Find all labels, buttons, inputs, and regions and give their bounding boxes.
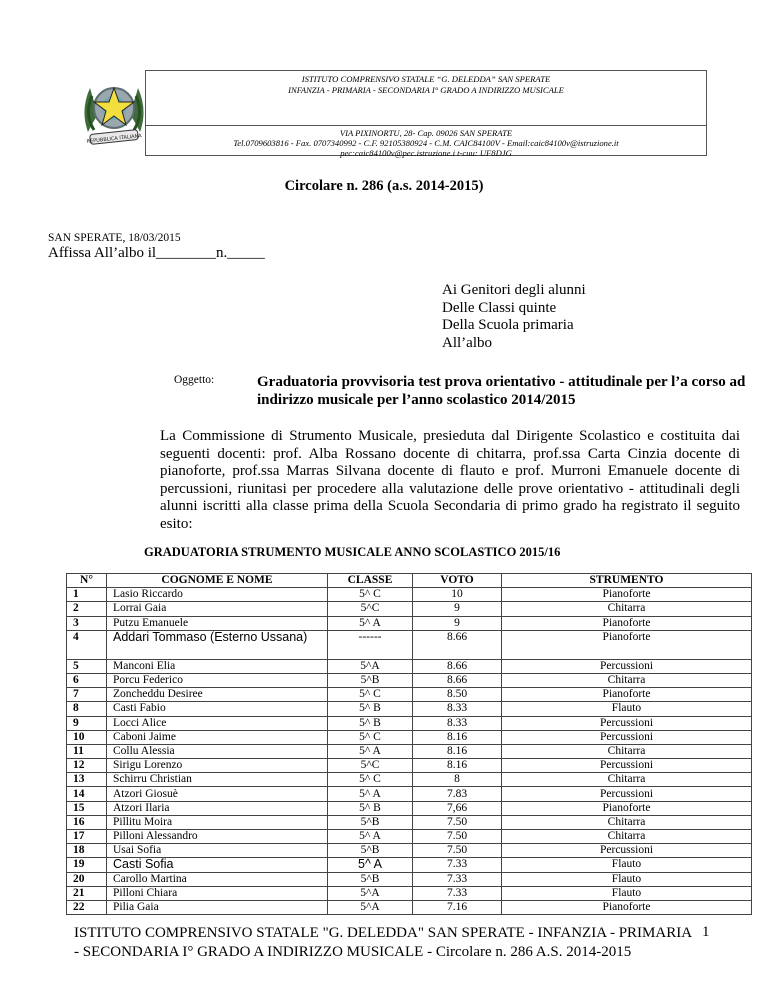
header-score: VOTO [413, 574, 502, 588]
table-row [67, 688, 752, 702]
cell-score: 8.50 [413, 688, 502, 702]
cell-name: Atzori Giosuè [107, 787, 328, 801]
recipients-block [442, 282, 586, 352]
cell-score: 7.83 [413, 787, 502, 801]
cell-score: 8.33 [413, 716, 502, 730]
cell-score: 8 [413, 773, 502, 787]
table-row [67, 616, 752, 630]
cell-class: 5^ A [328, 787, 413, 801]
cell-number: 14 [67, 787, 107, 801]
recipient-line: Ai Genitori degli alunni [442, 282, 586, 298]
header-number: N° [67, 574, 107, 588]
cell-class: 5^ A [328, 744, 413, 758]
cell-name: Schirru Christian [107, 773, 328, 787]
cell-name: Lasio Riccardo [107, 588, 328, 602]
cell-number: 12 [67, 759, 107, 773]
cell-instrument: Flauto [502, 702, 752, 716]
recipient-line: Della Scuola primaria [442, 317, 574, 333]
cell-name: Locci Alice [107, 716, 328, 730]
cell-instrument: Pianoforte [502, 801, 752, 815]
italian-republic-emblem-icon [78, 74, 150, 152]
cell-name: Manconi Elia [107, 659, 328, 673]
cell-name: Sirigu Lorenzo [107, 759, 328, 773]
cell-number: 15 [67, 801, 107, 815]
cell-name: Carollo Martina [107, 872, 328, 886]
cell-number: 20 [67, 872, 107, 886]
cell-number: 8 [67, 702, 107, 716]
cell-number: 6 [67, 673, 107, 687]
cell-score: 7,66 [413, 801, 502, 815]
header-instrument: STRUMENTO [502, 574, 752, 588]
cell-number: 5 [67, 659, 107, 673]
cell-instrument: Chitarra [502, 830, 752, 844]
cell-name: Pilloni Alessandro [107, 830, 328, 844]
cell-instrument: Chitarra [502, 744, 752, 758]
table-row [67, 787, 752, 801]
cell-instrument: Percussioni [502, 659, 752, 673]
header-class: CLASSE [328, 574, 413, 588]
cell-instrument: Chitarra [502, 602, 752, 616]
cell-class: 5^ B [328, 716, 413, 730]
cell-name: Zoncheddu Desiree [107, 688, 328, 702]
cell-number: 13 [67, 773, 107, 787]
table-row [67, 773, 752, 787]
cell-instrument: Pianoforte [502, 688, 752, 702]
cell-instrument: Flauto [502, 858, 752, 872]
cell-number: 11 [67, 744, 107, 758]
cell-number: 1 [67, 588, 107, 602]
cell-instrument: Chitarra [502, 815, 752, 829]
school-name: ISTITUTO COMPRENSIVO STATALE “G. DELEDDA” SAN SPERATE [301, 74, 551, 84]
cell-class: 5^B [328, 815, 413, 829]
circolare-title: Circolare n. 286 (a.s. 2014-2015) [284, 178, 484, 194]
cell-name: Pilia Gaia [107, 900, 328, 914]
cell-instrument: Percussioni [502, 787, 752, 801]
cell-instrument: Flauto [502, 872, 752, 886]
cell-name: Casti Sofia [107, 858, 328, 872]
cell-score: 8.16 [413, 730, 502, 744]
cell-name: Addari Tommaso (Esterno Ussana) [107, 630, 328, 659]
cell-instrument: Pianoforte [502, 588, 752, 602]
table-row [67, 588, 752, 602]
cell-class: 5^ C [328, 730, 413, 744]
oggetto-text: Graduatoria provvisoria test prova orientativo - attitudinale per l’a corso ad indirizzo musicale per l’anno scolastico 2014/2015 [257, 374, 746, 408]
table-row [67, 630, 752, 659]
cell-class: 5^A [328, 900, 413, 914]
oggetto-label: Oggetto: [174, 374, 215, 386]
table-row [67, 659, 752, 673]
cell-number: 17 [67, 830, 107, 844]
cell-instrument: Percussioni [502, 759, 752, 773]
cell-number: 19 [67, 858, 107, 872]
cell-instrument: Chitarra [502, 673, 752, 687]
cell-instrument: Flauto [502, 886, 752, 900]
cell-score: 9 [413, 616, 502, 630]
table-row [67, 744, 752, 758]
cell-name: Collu Alessia [107, 744, 328, 758]
cell-number: 21 [67, 886, 107, 900]
svg-text:REPUBBLICA ITALIANA: REPUBBLICA ITALIANA [86, 133, 143, 145]
school-letterhead [145, 70, 707, 156]
cell-class: 5^ C [328, 688, 413, 702]
cell-score: 7.33 [413, 886, 502, 900]
table-row [67, 702, 752, 716]
page-footer: ISTITUTO COMPRENSIVO STATALE "G. DELEDDA" SAN SPERATE - INFANZIA - PRIMARIA - SECONDARIA I° GRADO A INDIRIZZO MUSICALE - Circolare n. 286 A.S. 2014-2015 [74, 925, 692, 960]
ranking-table [66, 573, 752, 915]
cell-instrument: Pianoforte [502, 630, 752, 659]
cell-name: Caboni Jaime [107, 730, 328, 744]
cell-score: 7.33 [413, 872, 502, 886]
school-pec: pec:caic84100v@pec.istruzione.i t-cuu: UF8DJG [340, 148, 512, 158]
cell-score: 7.50 [413, 830, 502, 844]
cell-number: 9 [67, 716, 107, 730]
cell-class: 5^B [328, 872, 413, 886]
cell-class: 5^C [328, 759, 413, 773]
letterhead-bottom [146, 128, 706, 158]
table-row [67, 801, 752, 815]
cell-score: 8.66 [413, 673, 502, 687]
cell-score: 8.66 [413, 630, 502, 659]
table-row [67, 872, 752, 886]
cell-number: 16 [67, 815, 107, 829]
cell-instrument: Percussioni [502, 844, 752, 858]
cell-name: Putzu Emanuele [107, 616, 328, 630]
cell-score: 8.33 [413, 702, 502, 716]
cell-class: 5^ A [328, 830, 413, 844]
cell-class: 5^B [328, 844, 413, 858]
cell-score: 7.50 [413, 815, 502, 829]
cell-name: Lorrai Gaia [107, 602, 328, 616]
cell-number: 4 [67, 630, 107, 659]
cell-score: 8.66 [413, 659, 502, 673]
cell-score: 7.50 [413, 844, 502, 858]
cell-score: 7.33 [413, 858, 502, 872]
cell-class: 5^ C [328, 773, 413, 787]
cell-instrument: Percussioni [502, 716, 752, 730]
school-address: VIA PIXINORTU, 28- Cap. 09026 SAN SPERATE [339, 128, 513, 138]
cell-number: 10 [67, 730, 107, 744]
cell-score: 7.16 [413, 900, 502, 914]
cell-class: 5^ A [328, 858, 413, 872]
table-row [67, 730, 752, 744]
cell-class: ------ [328, 630, 413, 659]
affissa-line: Affissa All’albo il________n._____ [48, 245, 265, 261]
cell-instrument: Percussioni [502, 730, 752, 744]
table-row [67, 858, 752, 872]
cell-number: 2 [67, 602, 107, 616]
table-row [67, 716, 752, 730]
recipient-line: Delle Classi quinte [442, 299, 557, 316]
cell-number: 3 [67, 616, 107, 630]
letterhead-top [146, 71, 706, 126]
cell-name: Atzori Ilaria [107, 801, 328, 815]
date-line: SAN SPERATE, 18/03/2015 [48, 232, 181, 244]
school-levels: INFANZIA - PRIMARIA - SECONDARIA I° GRADO A INDIRIZZO MUSICALE [288, 85, 564, 95]
cell-class: 5^ B [328, 801, 413, 815]
cell-class: 5^B [328, 673, 413, 687]
cell-score: 9 [413, 602, 502, 616]
school-contacts: Tel.0709603816 - Fax. 0707340992 - C.F. 92105380924 - C.M. CAIC84100V - Email:caic84100v@istruzione.it [233, 138, 619, 148]
table-row [67, 886, 752, 900]
cell-class: 5^A [328, 659, 413, 673]
cell-class: 5^ B [328, 702, 413, 716]
cell-name: Casti Fabio [107, 702, 328, 716]
table-row [67, 759, 752, 773]
body-paragraph: La Commissione di Strumento Musicale, presieduta dal Dirigente Scolastico e costituita dai seguenti docenti: prof. Alba Rossano docente di chitarra, prof.ssa Carta Cinzia docente di pianoforte, prof.ssa Marras Silvana docente di flauto e prof. Murroni Emanuele docente di percussioni, riunitasi per procedere alla valutazione delle prove orientativo - attitudinali degli alunni iscritti alla classe prima della Scuola Secondaria di primo grado ha registrato il seguito esito: [160, 428, 740, 532]
cell-name: Usai Sofia [107, 844, 328, 858]
header-name: COGNOME E NOME [107, 574, 328, 588]
cell-name: Pilloni Chiara [107, 886, 328, 900]
cell-class: 5^ A [328, 616, 413, 630]
table-row [67, 673, 752, 687]
ranking-title: GRADUATORIA STRUMENTO MUSICALE ANNO SCOLASTICO 2015/16 [144, 545, 561, 559]
cell-class: 5^A [328, 886, 413, 900]
cell-number: 18 [67, 844, 107, 858]
cell-name: Pillitu Moira [107, 815, 328, 829]
recipient-line: All’albo [442, 334, 492, 351]
cell-number: 22 [67, 900, 107, 914]
cell-instrument: Pianoforte [502, 900, 752, 914]
table-row [67, 844, 752, 858]
cell-class: 5^C [328, 602, 413, 616]
cell-score: 10 [413, 588, 502, 602]
table-row [67, 815, 752, 829]
cell-class: 5^ C [328, 588, 413, 602]
table-row [67, 900, 752, 914]
cell-instrument: Chitarra [502, 773, 752, 787]
cell-number: 7 [67, 688, 107, 702]
table-row [67, 830, 752, 844]
table-row [67, 602, 752, 616]
cell-score: 8.16 [413, 759, 502, 773]
page-number: 1 [702, 924, 710, 940]
table-header-row [67, 574, 752, 588]
cell-score: 8.16 [413, 744, 502, 758]
cell-instrument: Pianoforte [502, 616, 752, 630]
cell-name: Porcu Federico [107, 673, 328, 687]
